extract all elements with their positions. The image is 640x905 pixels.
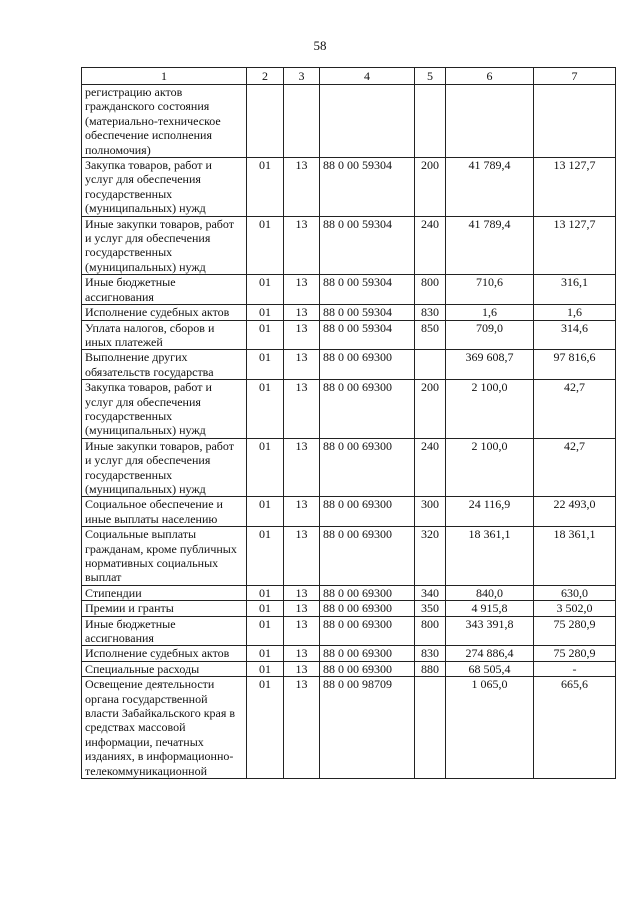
section-code: 01 bbox=[247, 320, 284, 350]
target-article bbox=[320, 85, 415, 158]
amount-executed: 630,0 bbox=[534, 585, 616, 600]
table-row bbox=[82, 350, 616, 380]
table-row bbox=[82, 216, 616, 275]
row-name: Закупка товаров, работ и услуг для обеспечения государственных (муниципальных) нужд bbox=[82, 158, 247, 217]
expense-type: 240 bbox=[415, 438, 446, 497]
amount-executed: 314,6 bbox=[534, 320, 616, 350]
row-name: Стипендии bbox=[82, 585, 247, 600]
expense-type: 300 bbox=[415, 497, 446, 527]
table-row bbox=[82, 661, 616, 676]
header-row bbox=[82, 68, 616, 85]
table-row bbox=[82, 320, 616, 350]
row-name: Социальные выплаты гражданам, кроме публичных нормативных социальных выплат bbox=[82, 527, 247, 586]
row-name: Иные закупки товаров, работ и услуг для обеспечения государственных (муниципальных) нужд bbox=[82, 438, 247, 497]
column-header: 6 bbox=[446, 68, 534, 85]
expense-type: 800 bbox=[415, 616, 446, 646]
row-name: Закупка товаров, работ и услуг для обеспечения государственных (муниципальных) нужд bbox=[82, 380, 247, 439]
target-article: 88 0 00 69300 bbox=[320, 601, 415, 616]
section-code: 01 bbox=[247, 438, 284, 497]
subsection-code: 13 bbox=[284, 216, 320, 275]
subsection-code: 13 bbox=[284, 616, 320, 646]
table-row bbox=[82, 275, 616, 305]
table-row bbox=[82, 305, 616, 320]
column-header: 5 bbox=[415, 68, 446, 85]
table-row bbox=[82, 497, 616, 527]
column-header: 4 bbox=[320, 68, 415, 85]
amount-planned: 24 116,9 bbox=[446, 497, 534, 527]
subsection-code: 13 bbox=[284, 601, 320, 616]
target-article: 88 0 00 59304 bbox=[320, 275, 415, 305]
subsection-code: 13 bbox=[284, 646, 320, 661]
amount-planned: 18 361,1 bbox=[446, 527, 534, 586]
target-article: 88 0 00 69300 bbox=[320, 585, 415, 600]
expense-type bbox=[415, 350, 446, 380]
section-code: 01 bbox=[247, 616, 284, 646]
column-header: 2 bbox=[247, 68, 284, 85]
amount-executed: 3 502,0 bbox=[534, 601, 616, 616]
expense-type: 200 bbox=[415, 380, 446, 439]
table-row bbox=[82, 677, 616, 779]
section-code: 01 bbox=[247, 305, 284, 320]
row-name: Иные закупки товаров, работ и услуг для обеспечения государственных (муниципальных) нужд bbox=[82, 216, 247, 275]
table-row bbox=[82, 616, 616, 646]
target-article: 88 0 00 69300 bbox=[320, 616, 415, 646]
amount-planned: 840,0 bbox=[446, 585, 534, 600]
amount-executed: 1,6 bbox=[534, 305, 616, 320]
amount-planned: 2 100,0 bbox=[446, 438, 534, 497]
row-name: регистрацию актов гражданского состояния (материально-техническое обеспечение исполнения полномочия) bbox=[82, 85, 247, 158]
row-name: Социальное обеспечение и иные выплаты населению bbox=[82, 497, 247, 527]
target-article: 88 0 00 59304 bbox=[320, 320, 415, 350]
row-name: Исполнение судебных актов bbox=[82, 305, 247, 320]
subsection-code: 13 bbox=[284, 497, 320, 527]
amount-planned: 41 789,4 bbox=[446, 158, 534, 217]
target-article: 88 0 00 69300 bbox=[320, 350, 415, 380]
section-code: 01 bbox=[247, 497, 284, 527]
row-name: Премии и гранты bbox=[82, 601, 247, 616]
expense-type bbox=[415, 85, 446, 158]
table-row bbox=[82, 527, 616, 586]
column-header: 3 bbox=[284, 68, 320, 85]
amount-executed: 13 127,7 bbox=[534, 158, 616, 217]
amount-executed: 22 493,0 bbox=[534, 497, 616, 527]
section-code: 01 bbox=[247, 585, 284, 600]
section-code: 01 bbox=[247, 677, 284, 779]
section-code: 01 bbox=[247, 350, 284, 380]
row-name: Выполнение других обязательств государства bbox=[82, 350, 247, 380]
subsection-code bbox=[284, 85, 320, 158]
expense-type: 200 bbox=[415, 158, 446, 217]
amount-planned: 41 789,4 bbox=[446, 216, 534, 275]
expense-type: 880 bbox=[415, 661, 446, 676]
section-code: 01 bbox=[247, 661, 284, 676]
subsection-code: 13 bbox=[284, 305, 320, 320]
subsection-code: 13 bbox=[284, 380, 320, 439]
amount-planned: 4 915,8 bbox=[446, 601, 534, 616]
amount-planned: 369 608,7 bbox=[446, 350, 534, 380]
subsection-code: 13 bbox=[284, 585, 320, 600]
row-name: Специальные расходы bbox=[82, 661, 247, 676]
target-article: 88 0 00 69300 bbox=[320, 380, 415, 439]
subsection-code: 13 bbox=[284, 320, 320, 350]
table-row bbox=[82, 646, 616, 661]
amount-executed: 75 280,9 bbox=[534, 616, 616, 646]
amount-planned bbox=[446, 85, 534, 158]
subsection-code: 13 bbox=[284, 661, 320, 676]
target-article: 88 0 00 69300 bbox=[320, 646, 415, 661]
amount-planned: 274 886,4 bbox=[446, 646, 534, 661]
expense-type: 800 bbox=[415, 275, 446, 305]
amount-executed: 13 127,7 bbox=[534, 216, 616, 275]
section-code bbox=[247, 85, 284, 158]
amount-executed: 42,7 bbox=[534, 380, 616, 439]
subsection-code: 13 bbox=[284, 275, 320, 305]
target-article: 88 0 00 69300 bbox=[320, 661, 415, 676]
section-code: 01 bbox=[247, 158, 284, 217]
target-article: 88 0 00 59304 bbox=[320, 216, 415, 275]
table-row bbox=[82, 380, 616, 439]
amount-executed: 42,7 bbox=[534, 438, 616, 497]
expense-type: 320 bbox=[415, 527, 446, 586]
row-name: Иные бюджетные ассигнования bbox=[82, 616, 247, 646]
amount-planned: 709,0 bbox=[446, 320, 534, 350]
section-code: 01 bbox=[247, 527, 284, 586]
section-code: 01 bbox=[247, 380, 284, 439]
subsection-code: 13 bbox=[284, 158, 320, 217]
subsection-code: 13 bbox=[284, 677, 320, 779]
amount-planned: 68 505,4 bbox=[446, 661, 534, 676]
subsection-code: 13 bbox=[284, 350, 320, 380]
expense-type: 830 bbox=[415, 646, 446, 661]
table-row bbox=[82, 585, 616, 600]
amount-planned: 343 391,8 bbox=[446, 616, 534, 646]
subsection-code: 13 bbox=[284, 527, 320, 586]
target-article: 88 0 00 59304 bbox=[320, 305, 415, 320]
target-article: 88 0 00 59304 bbox=[320, 158, 415, 217]
subsection-code: 13 bbox=[284, 438, 320, 497]
page-number: 58 bbox=[313, 38, 327, 53]
section-code: 01 bbox=[247, 216, 284, 275]
amount-executed: 665,6 bbox=[534, 677, 616, 779]
target-article: 88 0 00 69300 bbox=[320, 438, 415, 497]
amount-planned: 1,6 bbox=[446, 305, 534, 320]
row-name: Исполнение судебных актов bbox=[82, 646, 247, 661]
target-article: 88 0 00 69300 bbox=[320, 497, 415, 527]
table-row bbox=[82, 158, 616, 217]
expense-type: 350 bbox=[415, 601, 446, 616]
budget-table bbox=[81, 67, 616, 779]
row-name: Уплата налогов, сборов и иных платежей bbox=[82, 320, 247, 350]
amount-planned: 710,6 bbox=[446, 275, 534, 305]
amount-executed bbox=[534, 85, 616, 158]
amount-executed: 97 816,6 bbox=[534, 350, 616, 380]
column-header: 7 bbox=[534, 68, 616, 85]
amount-executed: 316,1 bbox=[534, 275, 616, 305]
table-row bbox=[82, 601, 616, 616]
expense-type bbox=[415, 677, 446, 779]
table-row bbox=[82, 85, 616, 158]
expense-type: 240 bbox=[415, 216, 446, 275]
expense-type: 850 bbox=[415, 320, 446, 350]
expense-type: 340 bbox=[415, 585, 446, 600]
row-name: Иные бюджетные ассигнования bbox=[82, 275, 247, 305]
section-code: 01 bbox=[247, 601, 284, 616]
column-header: 1 bbox=[82, 68, 247, 85]
table-row bbox=[82, 438, 616, 497]
section-code: 01 bbox=[247, 646, 284, 661]
target-article: 88 0 00 98709 bbox=[320, 677, 415, 779]
amount-planned: 2 100,0 bbox=[446, 380, 534, 439]
section-code: 01 bbox=[247, 275, 284, 305]
amount-planned: 1 065,0 bbox=[446, 677, 534, 779]
amount-executed: - bbox=[534, 661, 616, 676]
row-name: Освещение деятельности органа государственной власти Забайкальского края в средствах массовой информации, печатных изданиях, в информационно-телекоммуникационной bbox=[82, 677, 247, 779]
target-article: 88 0 00 69300 bbox=[320, 527, 415, 586]
amount-executed: 75 280,9 bbox=[534, 646, 616, 661]
amount-executed: 18 361,1 bbox=[534, 527, 616, 586]
expense-type: 830 bbox=[415, 305, 446, 320]
